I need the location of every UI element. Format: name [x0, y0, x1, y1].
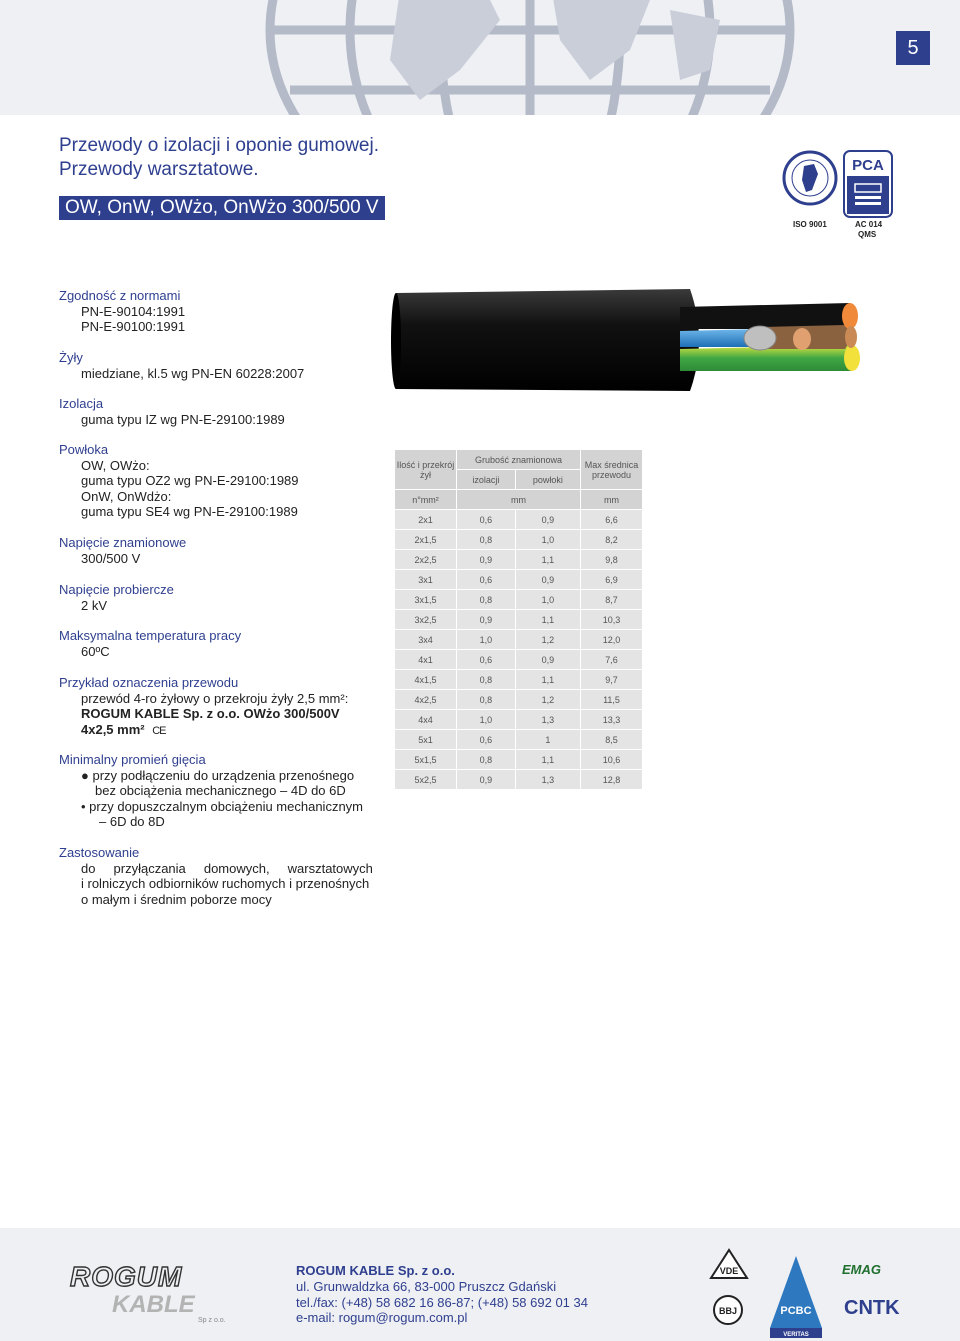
pca-logo-text: PCA: [852, 157, 884, 174]
table-cell: 5x1,5: [395, 750, 457, 770]
emag-text: EMAG: [842, 1262, 881, 1277]
emag-logo: [842, 1262, 881, 1277]
certification-logos: [708, 1248, 908, 1338]
table-cell: 0,9: [515, 510, 580, 530]
table-cell: 5x1: [395, 730, 457, 750]
spec-value: 4x2,5 mm²: [81, 721, 145, 737]
cntk-logo: [844, 1297, 900, 1319]
spec-sheath: [59, 442, 379, 520]
footer-email[interactable]: e-mail: rogum@rogum.com.pl: [296, 1310, 468, 1325]
table-row: [395, 650, 643, 670]
table-cell: 1,3: [515, 770, 580, 790]
table-cell: 5x2,5: [395, 770, 457, 790]
spec-value: – 6D do 8D: [99, 814, 165, 829]
table-cell: 0,9: [515, 650, 580, 670]
spec-value: ROGUM KABLE Sp. z o.o. OWżo 300/500V: [81, 706, 340, 721]
spec-value: PN-E-90100:1991: [81, 319, 186, 334]
column-header-sheath: powłoki: [515, 470, 580, 490]
page-number: 5: [896, 31, 930, 65]
table-cell: 1,0: [457, 710, 516, 730]
table-cell: 7,6: [581, 650, 643, 670]
vde-logo: [711, 1250, 747, 1278]
spec-heading: Zastosowanie: [59, 845, 140, 860]
table-cell: 6,6: [581, 510, 643, 530]
spec-heading: Maksymalna temperatura pracy: [59, 628, 242, 643]
table-cell: 2x1: [395, 510, 457, 530]
table-header-row: [395, 450, 643, 470]
table-cell: 0,8: [457, 670, 516, 690]
column-header-thickness: Grubość znamionowa: [457, 450, 581, 470]
iso-certificate-logo: [782, 150, 838, 216]
table-cell: 4x1,5: [395, 670, 457, 690]
column-header-insulation: izolacji: [457, 470, 516, 490]
model-banner: OW, OnW, OWżo, OnWżo 300/500 V: [59, 196, 385, 220]
spec-insulation: [59, 396, 379, 427]
table-cell: 8,2: [581, 530, 643, 550]
logo-top-text: ROGUM: [70, 1262, 183, 1292]
logo-small-text: Sp z o.o.: [198, 1317, 226, 1324]
table-row: [395, 590, 643, 610]
spec-value: o małym i średnim poborze mocy: [81, 891, 272, 907]
globe-graphic: [250, 0, 810, 115]
spec-example: [59, 675, 379, 739]
cntk-text: CNTK: [844, 1297, 900, 1319]
table-cell: 0,8: [457, 530, 516, 550]
spec-heading: Zgodność z normami: [59, 288, 181, 303]
spec-cores: [59, 350, 379, 381]
table-cell: 1,2: [515, 690, 580, 710]
table-cell: 0,6: [457, 650, 516, 670]
bbj-text: BBJ: [718, 1306, 738, 1316]
spec-value: 60ºC: [81, 643, 110, 659]
pcbc-logo: [770, 1256, 822, 1338]
pca-certificate-logo: [843, 150, 893, 218]
table-cell: 1,1: [515, 550, 580, 570]
spec-heading: Powłoka: [59, 442, 109, 457]
spec-value: guma typu SE4 wg PN-E-29100:1989: [81, 504, 298, 519]
table-row: [395, 730, 643, 750]
table-cell: 10,3: [581, 610, 643, 630]
unit-cell: mm: [457, 490, 581, 510]
page-subtitle: Przewody warsztatowe.: [59, 159, 259, 180]
header-band: [0, 0, 960, 115]
rogum-kable-logo: [68, 1262, 248, 1326]
table-row: [395, 570, 643, 590]
logo-bottom-text: KABLE: [112, 1291, 195, 1318]
table-cell: 2x1,5: [395, 530, 457, 550]
table-row: [395, 750, 643, 770]
table-cell: 1,0: [515, 590, 580, 610]
table-units-row: [395, 490, 643, 510]
table-cell: 0,8: [457, 690, 516, 710]
spec-temperature: [59, 628, 379, 659]
table-row: [395, 670, 643, 690]
table-cell: 8,7: [581, 590, 643, 610]
table-cell: 1,1: [515, 750, 580, 770]
spec-value: 2 kV: [81, 597, 108, 613]
table-row: [395, 770, 643, 790]
footer-address: ul. Grunwaldzka 66, 83-000 Pruszcz Gdański: [296, 1279, 557, 1294]
table-cell: 1,0: [515, 530, 580, 550]
table-cell: 10,6: [581, 750, 643, 770]
dimensions-table: [394, 449, 643, 790]
bbj-logo: [714, 1296, 742, 1324]
spec-heading: Przykład oznaczenia przewodu: [59, 675, 239, 690]
footer-company: ROGUM KABLE Sp. z o.o.: [296, 1263, 455, 1278]
spec-heading: Napięcie znamionowe: [59, 535, 187, 550]
spec-value: ● przy podłączeniu do urządzenia przenośnego: [81, 767, 355, 783]
table-cell: 3x1,5: [395, 590, 457, 610]
spec-value: OW, OWżo:: [81, 457, 150, 473]
pcbc-text: PCBC: [780, 1305, 812, 1317]
table-cell: 0,6: [457, 570, 516, 590]
table-cell: 1,2: [515, 630, 580, 650]
table-cell: 6,9: [581, 570, 643, 590]
table-cell: 0,8: [457, 590, 516, 610]
spec-value: 300/500 V: [81, 550, 141, 566]
vde-text: VDE: [719, 1266, 739, 1276]
iso-caption: ISO 9001: [793, 220, 827, 229]
cable-illustration: [390, 285, 865, 397]
table-cell: 11,5: [581, 690, 643, 710]
table-cell: 3x4: [395, 630, 457, 650]
table-row: [395, 530, 643, 550]
column-header-diameter: Max średnica przewodu: [581, 450, 643, 490]
footer-phone: tel./fax: (+48) 58 682 16 86-87; (+48) 58 692 01 34: [296, 1295, 588, 1310]
table-row: [395, 550, 643, 570]
table-cell: 0,8: [457, 750, 516, 770]
spec-heading: Napięcie probiercze: [59, 582, 174, 597]
unit-cell: n°mm²: [395, 490, 457, 510]
table-cell: 4x4: [395, 710, 457, 730]
page-title: Przewody o izolacji i oponie gumowej.: [59, 135, 379, 156]
table-row: [395, 710, 643, 730]
spec-heading: Minimalny promień gięcia: [59, 752, 206, 767]
table-cell: 4x1: [395, 650, 457, 670]
table-cell: 0,6: [457, 510, 516, 530]
table-row: [395, 610, 643, 630]
spec-norms: [59, 288, 379, 335]
table-cell: 0,9: [457, 770, 516, 790]
table-cell: 1,1: [515, 670, 580, 690]
spec-voltage: [59, 535, 379, 566]
spec-test-voltage: [59, 582, 379, 613]
table-row: [395, 510, 643, 530]
table-cell: 0,9: [457, 610, 516, 630]
ce-mark-icon: CE: [152, 724, 166, 737]
spec-heading: Żyły: [59, 350, 83, 365]
spec-value-with-ce: [59, 722, 379, 740]
spec-value: PN-E-90104:1991: [81, 303, 186, 319]
table-cell: 1: [515, 730, 580, 750]
spec-application: [59, 845, 379, 907]
table-cell: 4x2,5: [395, 690, 457, 710]
pca-caption-code: AC 014: [855, 220, 883, 229]
table-cell: 12,8: [581, 770, 643, 790]
spec-value: do przyłączania domowych, warsztatowych: [81, 860, 373, 876]
spec-value: OnW, OnWdżo:: [81, 488, 172, 504]
table-cell: 13,3: [581, 710, 643, 730]
table-cell: 1,0: [457, 630, 516, 650]
table-cell: 3x1: [395, 570, 457, 590]
unit-cell: mm: [581, 490, 643, 510]
spec-value: miedziane, kl.5 wg PN-EN 60228:2007: [81, 365, 305, 381]
table-cell: 3x2,5: [395, 610, 457, 630]
spec-value: • przy dopuszczalnym obciążeniu mechanicznym: [81, 798, 364, 814]
table-cell: 12,0: [581, 630, 643, 650]
table-cell: 1,3: [515, 710, 580, 730]
spec-value: i rolniczych odbiorników ruchomych i przenośnych: [81, 876, 370, 891]
spec-value: guma typu OZ2 wg PN-E-29100:1989: [81, 473, 299, 488]
table-cell: 9,8: [581, 550, 643, 570]
column-header-cores: Ilość i przekrój żył: [395, 450, 457, 490]
spec-value: guma typu IZ wg PN-E-29100:1989: [81, 411, 285, 427]
table-cell: 1,1: [515, 610, 580, 630]
table-cell: 0,9: [457, 550, 516, 570]
table-cell: 0,9: [515, 570, 580, 590]
table-row: [395, 630, 643, 650]
table-cell: 0,6: [457, 730, 516, 750]
table-row: [395, 690, 643, 710]
veritas-text: VERITAS: [783, 1332, 809, 1338]
table-cell: 8,5: [581, 730, 643, 750]
spec-bending: [59, 752, 379, 830]
table-cell: 9,7: [581, 670, 643, 690]
table-cell: 2x2,5: [395, 550, 457, 570]
spec-heading: Izolacja: [59, 396, 104, 411]
spec-value: bez obciążenia mechanicznego – 4D do 6D: [95, 783, 346, 798]
pca-caption-qms: QMS: [858, 230, 877, 239]
spec-value: przewód 4-ro żyłowy o przekroju żyły 2,5 mm²:: [81, 690, 349, 706]
